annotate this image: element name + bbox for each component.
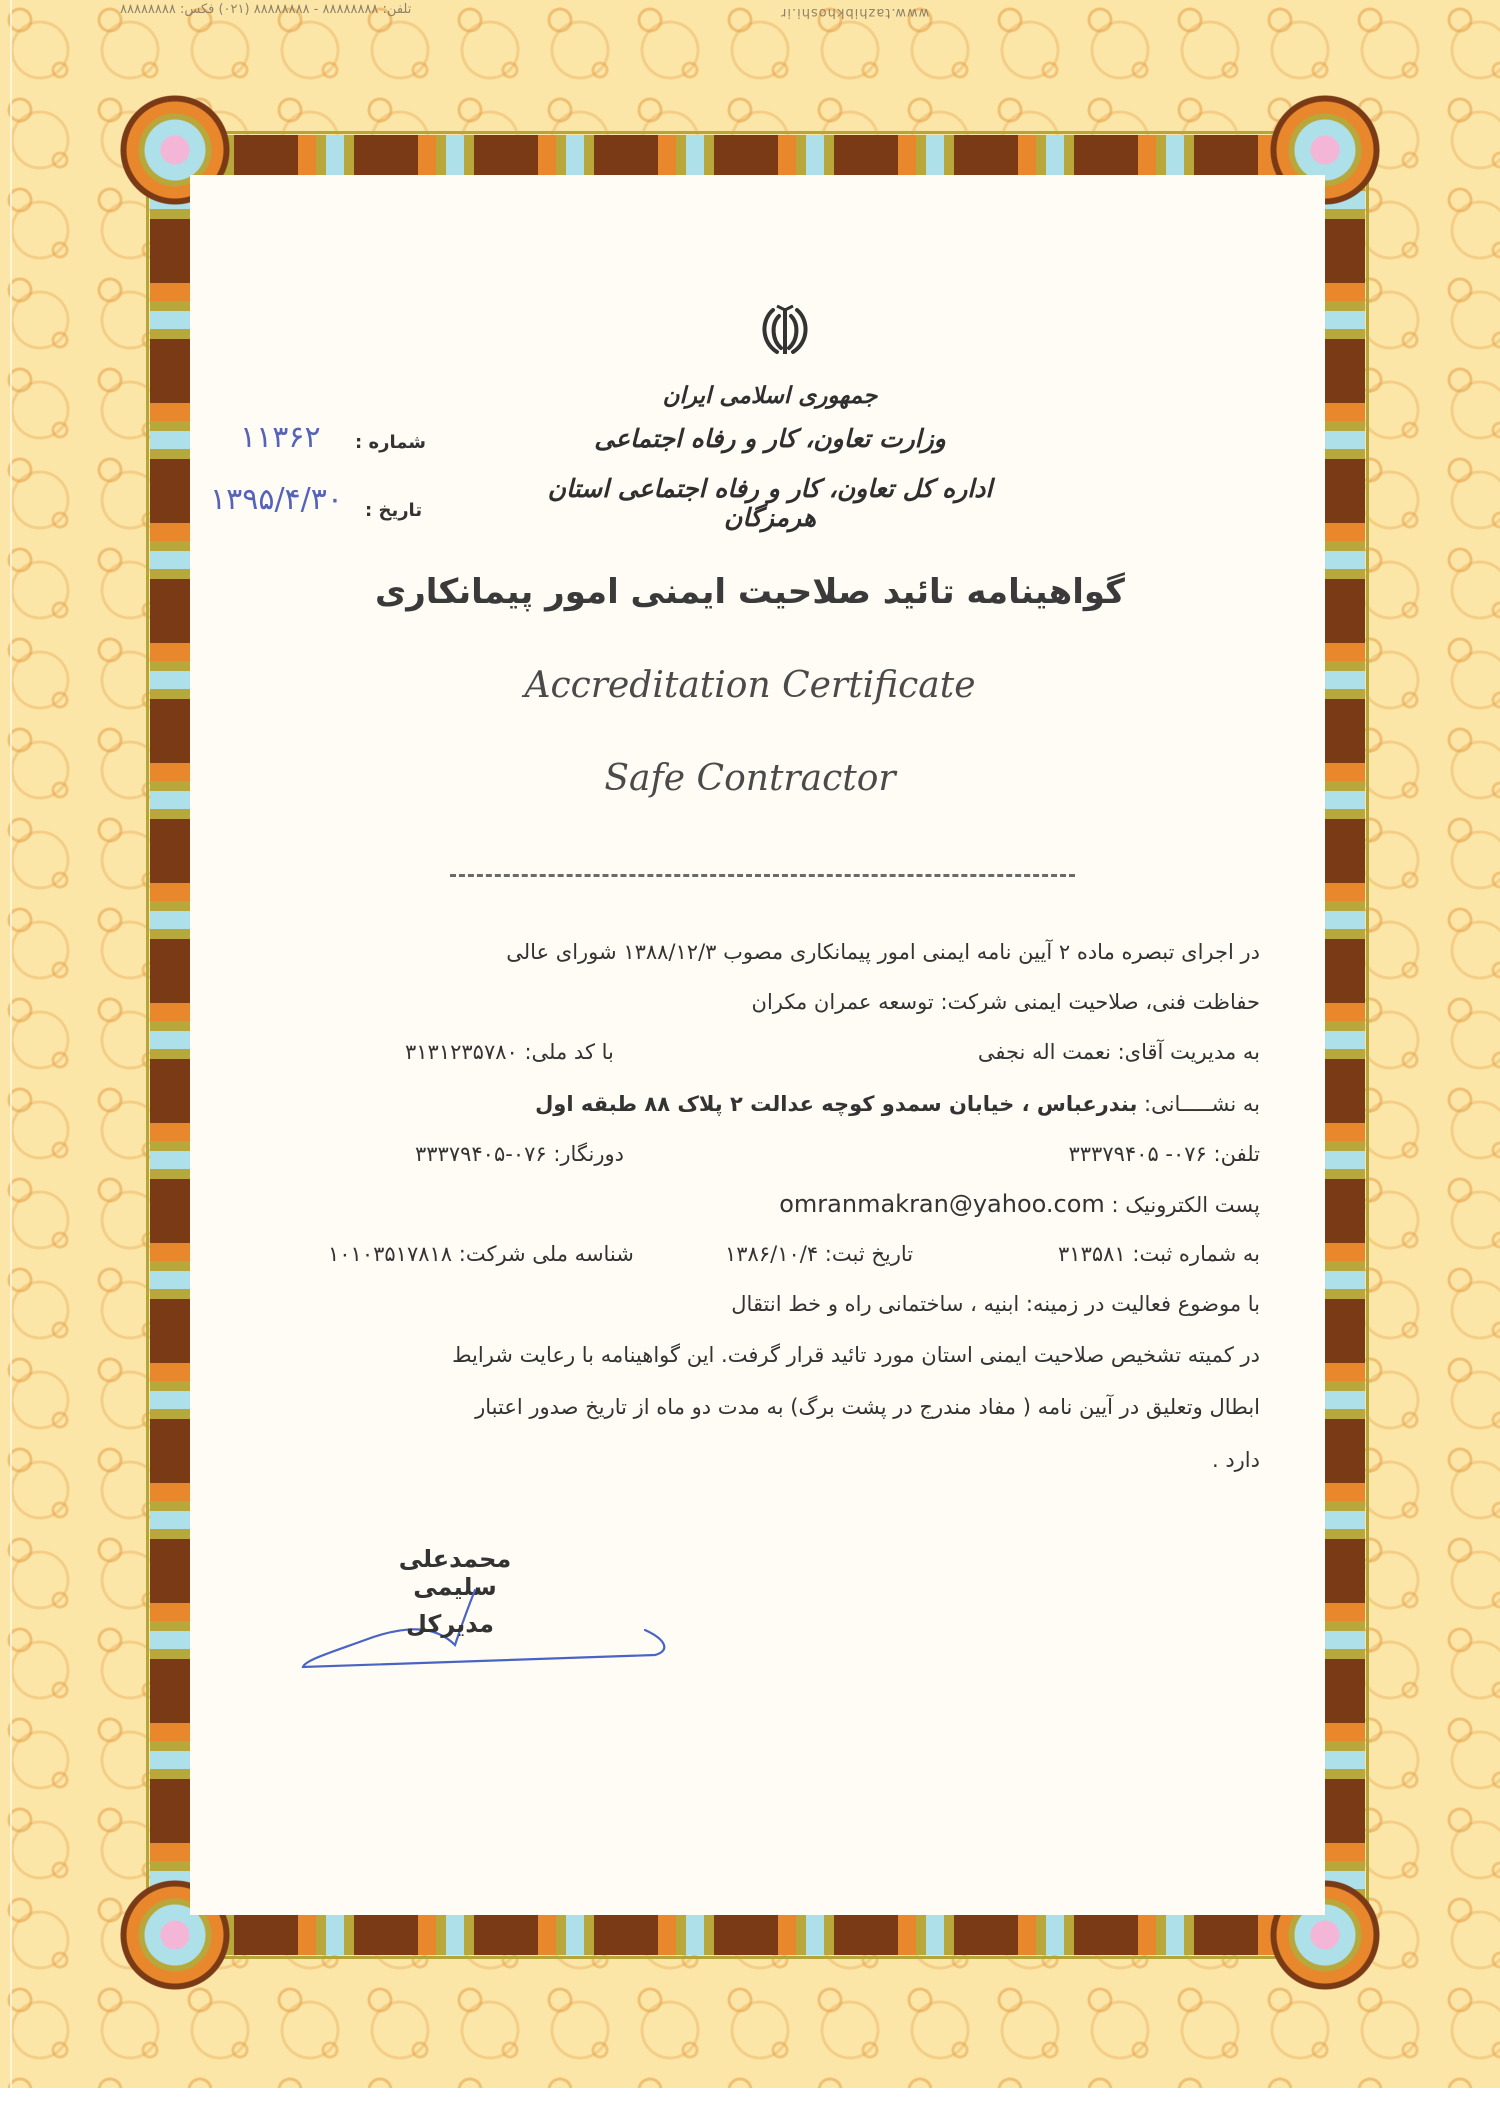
registration-date: تاریخ ثبت: ۱۳۸۶/۱۰/۴ xyxy=(725,1242,914,1266)
activity-field: با موضوع فعالیت در زمینه: ابنیه ، ساختمانی راه و خط انتقال xyxy=(731,1292,1260,1316)
body-line-1: در اجرای تبصره ماده ۲ آیین نامه ایمنی امور پیمانکاری مصوب ۱۳۸۸/۱۲/۳ شورای عالی xyxy=(506,940,1260,964)
number-value: ۱۱۳۶۲ xyxy=(240,420,321,455)
body-line-2: حفاظت فنی، صلاحیت ایمنی شرکت: توسعه عمران مکران xyxy=(751,990,1260,1014)
signer-title: مدیرکل xyxy=(405,1610,495,1638)
iran-emblem-icon xyxy=(755,300,815,360)
header-department: اداره کل تعاون، کار و رفاه اجتماعی استان هرمزگان xyxy=(547,474,993,532)
approval-paragraph-2: ابطال وتعلیق در آیین نامه ( مفاد مندرج در پشت برگ) به مدت دو ماه از تاریخ صدور اعتبار xyxy=(475,1395,1260,1419)
date-label: تاریخ : xyxy=(365,500,423,521)
header-ministry: وزارت تعاون، کار و رفاه اجتماعی xyxy=(594,424,946,453)
printer-website: www.tazhibkhoshi.ir xyxy=(780,5,930,20)
signer-name: محمدعلی سلیمی xyxy=(398,1545,512,1601)
approval-paragraph-3: دارد . xyxy=(1211,1448,1260,1472)
address-value: بندرعباس ، خیابان سمدو کوچه عدالت ۲ پلاک ۸۸ طبقه اول xyxy=(535,1092,1138,1116)
number-label: شماره : xyxy=(355,432,426,453)
email-value: omranmakran@yahoo.com xyxy=(779,1190,1105,1218)
certificate-title-persian: گواهینامه تائید صلاحیت ایمنی امور پیمانکاری xyxy=(375,572,1125,612)
divider-line xyxy=(450,874,1075,877)
manager-name: به مدیریت آقای: نعمت اله نجفی xyxy=(977,1040,1260,1064)
certificate-subtitle-english: Safe Contractor xyxy=(604,758,896,799)
registration-number: به شماره ثبت: ۳۱۳۵۸۱ xyxy=(1058,1242,1260,1266)
fax: دورنگار: ۰۷۶-۳۳۳۷۹۴۰۵ xyxy=(415,1142,625,1166)
email-row xyxy=(779,1190,1260,1218)
certificate-title-english: Accreditation Certificate xyxy=(524,665,976,706)
header-country: جمهوری اسلامی ایران xyxy=(662,382,878,409)
printer-info: تلفن: ۸۸۸۸۸۸۸۸ - ۸۸۸۸۸۸۸۸ (۰۲۱) فکس: ۸۸۸۸۸۸۸۸ xyxy=(120,2,412,17)
address-row xyxy=(535,1092,1260,1116)
approval-paragraph-1: در کمیته تشخیص صلاحیت ایمنی استان مورد تائید قرار گرفت. این گواهینامه با رعایت شرایط xyxy=(452,1343,1260,1367)
phone: تلفن: ۰۷۶- ۳۳۳۷۹۴۰۵ xyxy=(1068,1142,1260,1166)
page-edge xyxy=(10,0,12,2088)
company-national-id: شناسه ملی شرکت: ۱۰۱۰۳۵۱۷۸۱۸ xyxy=(328,1242,634,1266)
date-value: ۱۳۹۵/۴/۳۰ xyxy=(210,482,344,517)
email-label: پست الکترونیک : xyxy=(1111,1193,1260,1217)
national-code: با کد ملی: ۳۱۳۱۲۳۵۷۸۰ xyxy=(405,1040,614,1064)
address-label: به نشـــــانی: xyxy=(1144,1092,1260,1116)
